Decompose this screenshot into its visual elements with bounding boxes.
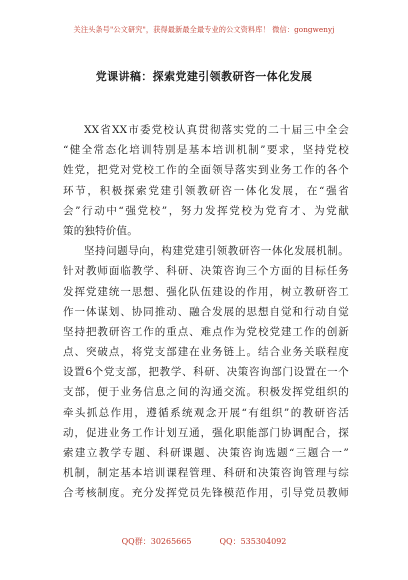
paragraph-line: 机制，制定基本培训课程管理、科研和决策咨询管理与综 [63,467,349,480]
footer-contact [0,536,408,547]
document-title: 党课讲稿：探索党建引领教研咨一体化发展 [95,70,313,83]
paragraph-line: 索建立教学专题、科研课题、决策咨询选题“三题合一” [63,447,349,459]
paragraph-line: 坚持问题导向，构建党建引领教研咨一体化发展机制。 [84,245,349,258]
paragraph-line: 针对教师面临教学、科研、决策咨询三个方面的目标任务 [63,265,349,278]
paragraph-line: 牵头抓总作用，遵循系统观念开展“有组织”的教研咨活 [63,406,349,419]
paragraph-line: 策的独特价值。 [63,224,138,237]
paragraph-line: 支部，便于业务信息之间的沟通交流。积极发挥党组织的 [63,386,349,399]
paragraph-line: 发挥党建统一思想、强化队伍建设的作用，树立教研咨工 [63,285,349,298]
paragraph-2 [63,241,349,503]
paragraph-line: 合考核制度。充分发挥党员先锋模范作用，引导党员教师 [63,487,349,500]
paragraph-line: 作一体谋划、协同推动、融合发展的思想自觉和行动自觉 [63,305,349,318]
paragraph-line: 坚持把教研咨工作的重点、难点作为党校党建工作的创新 [63,325,349,338]
paragraph-line: 动，促进业务工作计划互通，强化职能部门协调配合，探 [63,426,349,439]
document-body [63,120,349,504]
footer-qq-number: QQ：535304092 [219,537,287,546]
paragraph-line: 点、突破点，将党支部建在业务链上。结合业务关联程度 [63,346,349,359]
footer-qq-group: QQ群：30265665 [121,537,192,546]
header-banner: 关注头条号"公文研究"，获得最新最全最专业的公文资料库！ 微信：gongwenyj [73,25,335,34]
paragraph-line: 设置6个党支部，把教学、科研、决策咨询部门设置在一个 [63,366,349,379]
paragraph-line: “健全常态化培训特别是基本培训机制”要求，坚持党校 [63,144,349,157]
paragraph-line: 会”行动中“强党校”，努力发挥党校为党育才、为党献 [63,204,349,217]
paragraph-1 [63,120,349,241]
paragraph-line: 姓党，把党对党校工作的全面领导落实到业务工作的各个 [63,164,349,177]
paragraph-line: 环节，积极探索党建引领教研咨一体化发展，在“强省 [63,184,349,197]
paragraph-line: XX省XX市委党校认真贯彻落实党的二十届三中全会 [84,124,349,136]
